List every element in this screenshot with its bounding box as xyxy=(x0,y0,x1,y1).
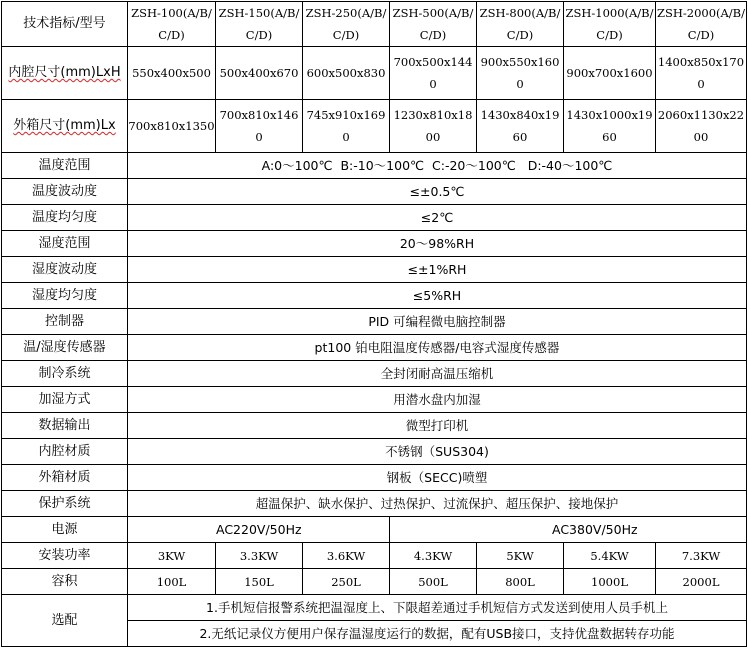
inner-size-label xyxy=(2,47,128,100)
power-supply-220v xyxy=(128,517,390,543)
inner-size-cell: 900x700x1600 xyxy=(564,47,656,100)
outer-size-cell: 700x810x1350 xyxy=(128,100,216,153)
spec-value: ≤5%RH xyxy=(128,283,747,309)
outer-size-cell: 700x810x1460 xyxy=(216,100,303,153)
spec-label: 湿度均匀度 xyxy=(2,283,128,309)
model-cell: ZSH-100(A/B/C/D) xyxy=(128,2,216,47)
spec-row xyxy=(2,413,747,439)
volume-cell: 2000L xyxy=(656,569,747,595)
spec-table xyxy=(1,1,747,647)
model-cell: ZSH-150(A/B/C/D) xyxy=(216,2,303,47)
spec-row xyxy=(2,309,747,335)
spec-value: 不锈钢（SUS304) xyxy=(128,439,747,465)
install-power-cell: 4.3KW xyxy=(390,543,477,569)
volume-cell: 250L xyxy=(303,569,390,595)
spec-row xyxy=(2,231,747,257)
outer-size-cell: 1230x810x1800 xyxy=(390,100,477,153)
install-power-label: 安装功率 xyxy=(2,543,128,569)
spec-row xyxy=(2,387,747,413)
outer-size-label-text: 外箱尺寸(mm)Lx xyxy=(13,118,116,133)
spec-value: 全封闭耐高温压缩机 xyxy=(128,361,747,387)
spec-row xyxy=(2,361,747,387)
volume-cell: 800L xyxy=(477,569,564,595)
option-item: 2.无纸记录仪方便用户保存温湿度运行的数据，配有USB接口，支持优盘数据转存功能 xyxy=(128,621,747,647)
header-row xyxy=(2,2,747,47)
spec-label: 外箱材质 xyxy=(2,465,128,491)
spec-label: 制冷系统 xyxy=(2,361,128,387)
outer-size-cell: 1430x840x1960 xyxy=(477,100,564,153)
model-cell: ZSH-250(A/B/C/D) xyxy=(303,2,390,47)
spec-label: 内腔材质 xyxy=(2,439,128,465)
spec-row xyxy=(2,465,747,491)
model-cell: ZSH-1000(A/B/C/D) xyxy=(564,2,656,47)
volume-cell: 500L xyxy=(390,569,477,595)
power-supply-220v-text: AC220V/50Hz xyxy=(216,521,302,537)
volume-row xyxy=(2,569,747,595)
spec-row xyxy=(2,491,747,517)
outer-size-label xyxy=(2,100,128,153)
inner-size-cell: 600x500x830 xyxy=(303,47,390,100)
spec-label: 湿度波动度 xyxy=(2,257,128,283)
spec-value: 20～98%RH xyxy=(128,231,747,257)
inner-size-label-text: 内腔尺寸(mm)LxH xyxy=(8,65,121,80)
spec-value: PID 可编程微电脑控制器 xyxy=(128,309,747,335)
inner-size-cell: 1400x850x1700 xyxy=(656,47,747,100)
header-label: 技术指标/型号 xyxy=(2,2,128,47)
inner-size-row xyxy=(2,47,747,100)
spec-row xyxy=(2,257,747,283)
spec-label: 湿度范围 xyxy=(2,231,128,257)
outer-size-cell: 2060x1130x2200 xyxy=(656,100,747,153)
power-supply-label: 电源 xyxy=(2,517,128,543)
outer-size-cell: 745x910x1690 xyxy=(303,100,390,153)
spec-row xyxy=(2,153,747,179)
spec-label: 加湿方式 xyxy=(2,387,128,413)
spec-label: 保护系统 xyxy=(2,491,128,517)
volume-cell: 1000L xyxy=(564,569,656,595)
spec-label: 温度波动度 xyxy=(2,179,128,205)
spec-value: ≤±1%RH xyxy=(128,257,747,283)
spec-label: 数据输出 xyxy=(2,413,128,439)
options-label: 选配 xyxy=(2,595,128,647)
spec-row xyxy=(2,335,747,361)
spec-value: pt100 铂电阻温度传感器/电容式湿度传感器 xyxy=(128,335,747,361)
outer-size-row xyxy=(2,100,747,153)
inner-size-cell: 900x550x1600 xyxy=(477,47,564,100)
spec-row xyxy=(2,439,747,465)
spec-row xyxy=(2,283,747,309)
spec-label: 温度均匀度 xyxy=(2,205,128,231)
power-supply-row xyxy=(2,517,747,543)
install-power-cell: 3.6KW xyxy=(303,543,390,569)
volume-cell: 150L xyxy=(216,569,303,595)
spec-value: ≤2℃ xyxy=(128,205,747,231)
spec-value: ≤±0.5℃ xyxy=(128,179,747,205)
install-power-cell: 5KW xyxy=(477,543,564,569)
option-item: 1.手机短信报警系统把温湿度上、下限超差通过手机短信方式发送到使用人员手机上 xyxy=(128,595,747,621)
install-power-cell: 3.3KW xyxy=(216,543,303,569)
volume-cell: 100L xyxy=(128,569,216,595)
model-cell: ZSH-800(A/B/C/D) xyxy=(477,2,564,47)
volume-label: 容积 xyxy=(2,569,128,595)
spec-value: 钢板（SECC)喷塑 xyxy=(128,465,747,491)
install-power-cell: 3KW xyxy=(128,543,216,569)
spec-label: 温度范围 xyxy=(2,153,128,179)
model-cell: ZSH-2000(A/B/C/D) xyxy=(656,2,747,47)
install-power-row xyxy=(2,543,747,569)
power-supply-380v xyxy=(390,517,747,543)
spec-value: 超温保护、缺水保护、过热保护、过流保护、超压保护、接地保护 xyxy=(128,491,747,517)
spec-label: 温/湿度传感器 xyxy=(2,335,128,361)
inner-size-cell: 500x400x670 xyxy=(216,47,303,100)
model-cell: ZSH-500(A/B/C/D) xyxy=(390,2,477,47)
spec-row xyxy=(2,205,747,231)
spec-label: 控制器 xyxy=(2,309,128,335)
spec-value: 用潜水盘内加湿 xyxy=(128,387,747,413)
inner-size-cell: 550x400x500 xyxy=(128,47,216,100)
spec-value: A:0～100℃ B:-10～100℃ C:-20～100℃ D:-40～100℃ xyxy=(128,153,747,179)
install-power-cell: 7.3KW xyxy=(656,543,747,569)
spec-row xyxy=(2,179,747,205)
spec-value: 微型打印机 xyxy=(128,413,747,439)
spec-table-body xyxy=(2,2,747,647)
options-row xyxy=(2,595,747,621)
inner-size-cell: 700x500x1440 xyxy=(390,47,477,100)
outer-size-cell: 1430x1000x1960 xyxy=(564,100,656,153)
install-power-cell: 5.4KW xyxy=(564,543,656,569)
power-supply-380v-text: AC380V/50Hz xyxy=(552,521,638,537)
